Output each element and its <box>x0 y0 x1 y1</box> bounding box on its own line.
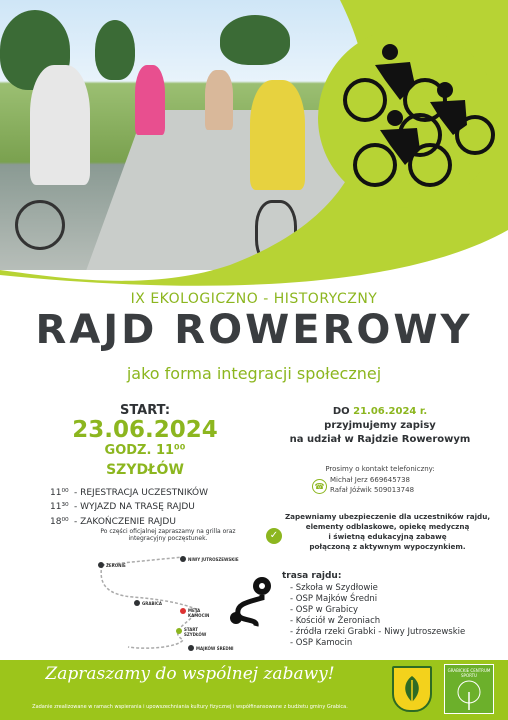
route-item: - OSP Kamocin <box>290 638 353 648</box>
route-item: - OSP w Grabicy <box>290 605 359 615</box>
registration-deadline <box>280 406 480 417</box>
map-label: META KAMOCIN <box>188 608 210 618</box>
schedule-item <box>50 488 208 498</box>
schedule-text: - ZAKOŃCZENIE RAJDU <box>74 517 176 527</box>
map-point <box>98 562 104 568</box>
event-title: RAJD ROWEROWY <box>35 307 473 353</box>
cyclists-icon <box>335 40 495 190</box>
insurance-line: i świetną edukacyjną zabawę <box>328 532 447 541</box>
insurance-line: połączoną z aktywnym wypoczynkiem. <box>309 542 466 551</box>
start-label: START: <box>119 403 171 418</box>
registration-line3: na udział w Rajdzie Rowerowym <box>289 434 471 445</box>
schedule-time: 18⁰⁰ <box>50 517 69 527</box>
map-point <box>180 556 186 562</box>
schedule-time: 11⁰⁰ <box>50 488 69 498</box>
footer-slogan: Zapraszamy do wspólnej zabawy! <box>45 664 335 684</box>
map-label: START SZYDŁÓW <box>184 627 207 637</box>
phone-icon: ☎ <box>312 479 327 494</box>
map-label: GRABICA <box>142 601 163 606</box>
schedule-item <box>50 517 176 527</box>
tree-icon <box>445 678 493 714</box>
route-item: - źródła rzeki Grabki - Niwy Jutroszewskie <box>290 627 466 637</box>
crest-leaf-icon <box>394 668 430 710</box>
schedule-time: 11³⁰ <box>50 502 69 512</box>
route-title: trasa rajdu: <box>282 571 342 581</box>
registration-line2: przyjmujemy zapisy <box>324 420 436 431</box>
sports-center-logo-text: GRABICKIE CENTRUM SPORTU <box>447 668 491 678</box>
start-date: 23.06.2024 <box>72 417 218 443</box>
check-icon: ✓ <box>266 528 282 544</box>
map-point <box>134 600 140 606</box>
route-item: - Kościół w Żeroniach <box>290 616 381 626</box>
start-place: SZYDŁÓW <box>106 462 184 478</box>
event-tagline: jako forma integracji społecznej <box>126 364 382 383</box>
sports-center-logo <box>444 664 494 714</box>
map-point <box>180 608 186 614</box>
route-item: - OSP Majków Średni <box>290 594 378 604</box>
municipality-crest-icon <box>392 666 432 712</box>
route-item: - Szkoła w Szydłowie <box>290 583 378 593</box>
registration-date: 21.06.2024 r. <box>353 406 428 417</box>
schedule-note: Po części oficjalnej zapraszamy na grilla oraz integracyjny poczęstunek. <box>100 528 236 542</box>
contact-label: Prosimy o kontakt telefoniczny: <box>325 465 435 473</box>
route-icon <box>228 574 276 630</box>
map-point <box>188 645 194 651</box>
schedule-item <box>50 502 195 512</box>
contact-person: Rafał Jóźwik 509013748 <box>330 486 415 494</box>
schedule-text: - WYJAZD NA TRASĘ RAJDU <box>74 502 195 512</box>
event-subtitle: IX EKOLOGICZNO - HISTORYCZNY <box>130 291 378 307</box>
insurance-line: elementy odblaskowe, opiekę medyczną <box>305 522 470 531</box>
schedule-text: - REJESTRACJA UCZESTNIKÓW <box>74 488 208 498</box>
map-label: ŻERONIE <box>106 563 126 568</box>
footer-note: Zadanie zrealizowane w ramach wspierania i upowszechniania kultury fizycznej i współfinansowane z budżetu gminy Grabica. <box>32 704 348 710</box>
map-label: MAJKÓW ŚREDNI <box>196 646 234 651</box>
contact-person: Michał Jerz 669645738 <box>330 476 411 484</box>
registration-prefix: DO <box>332 406 354 417</box>
insurance-line: Zapewniamy ubezpieczenie dla uczestników rajdu, <box>284 512 491 521</box>
start-time: GODZ. 11⁰⁰ <box>104 443 186 458</box>
map-label: NIWY JUTROSZEWSKIE <box>188 557 239 562</box>
map-point <box>176 628 182 634</box>
